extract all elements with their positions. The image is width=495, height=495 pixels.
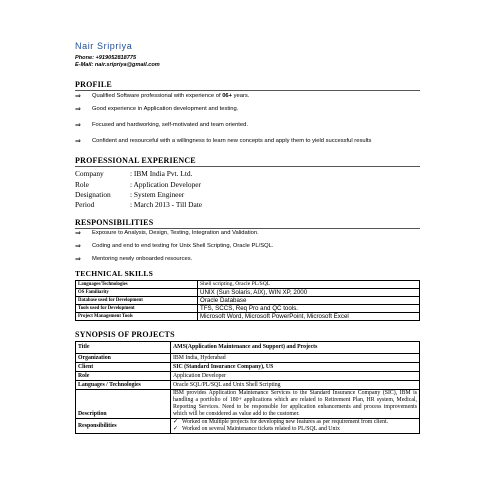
arrow-bullet-icon: ⇒ — [75, 106, 81, 113]
experience-value: : March 2013 - Till Date — [130, 200, 203, 209]
project-title: AMS(Application Maintenance and Support) and Projects — [171, 342, 420, 354]
skills-table — [75, 280, 420, 321]
skill-key: Languages/Technologies — [76, 281, 198, 289]
synopsis-table — [75, 341, 420, 434]
responsibilities-heading: RESPONSIBILITIES — [75, 218, 154, 227]
arrow-bullet-icon: ⇒ — [75, 122, 81, 129]
description-value: IBM provides Application Maintenance Services to the Standard Insurance Company (SIC), IBM is handling a portfolio of 180+ applications which are related to Retirement Plan, HR system, Medical, Reporting Services. Need to be responsible for application enhancements and process improvements which will be considered as value add to the customer. — [171, 390, 420, 419]
skill-value: TFS, SCCS, Req Pro and QC tools. — [198, 305, 420, 313]
profile-item-text: Good experience in Application development and testing. — [92, 106, 239, 112]
responsibility-text: Mentoring newly onboarded resources. — [92, 256, 193, 262]
experience-key: Role — [75, 180, 89, 189]
table-row — [76, 281, 420, 289]
skill-key: Project Management Tools — [76, 313, 198, 321]
table-row — [76, 363, 420, 372]
profile-divider — [75, 90, 420, 91]
table-row — [76, 313, 420, 321]
synopsis-key: Role — [76, 372, 171, 381]
phone-line: Phone: +919052818775 — [75, 55, 137, 61]
languages-value: Oracle SQL/PL/SQL and Unix Shell Scripting — [171, 381, 420, 390]
skill-key: OS Familiarity — [76, 289, 198, 297]
list-item — [173, 419, 417, 426]
table-row — [76, 342, 420, 354]
table-row — [76, 354, 420, 363]
skill-value: Microsoft Word, Microsoft PowerPoint, Microsoft Excel — [198, 313, 420, 321]
table-row — [76, 372, 420, 381]
table-row — [76, 419, 420, 434]
synopsis-heading: SYNOPSIS OF PROJECTS — [75, 330, 175, 339]
skill-key: Database used for Development — [76, 297, 198, 305]
skill-value: Oracle Database — [198, 297, 420, 305]
synopsis-key: Responsibilities — [76, 419, 171, 434]
role-value: Application Developer — [171, 372, 420, 381]
project-responsibility-text: Worked on several Maintenance tickets related to PL/SQL and Unix — [182, 426, 340, 432]
synopsis-key: Client — [76, 363, 171, 372]
arrow-bullet-icon: ⇒ — [75, 138, 81, 145]
profile-heading: PROFILE — [75, 80, 112, 89]
experience-key: Period — [75, 200, 95, 209]
profile-item-text-end: years. — [232, 93, 250, 99]
table-row — [76, 289, 420, 297]
email-line: E-Mail: nair.sripriya@gmail.com — [75, 62, 160, 68]
experience-value: : Application Developer — [130, 180, 202, 189]
organization-value: IBM India, Hyderabad — [171, 354, 420, 363]
synopsis-key: Title — [76, 342, 171, 354]
arrow-bullet-icon: ⇒ — [75, 256, 81, 263]
experience-value: : System Engineer — [130, 190, 185, 199]
table-row — [76, 390, 420, 419]
arrow-bullet-icon: ⇒ — [75, 230, 81, 237]
table-row — [76, 297, 420, 305]
skill-value: Shell scripting, Oracle PL/SQL — [198, 281, 420, 289]
candidate-name: Nair Sripriya — [75, 41, 133, 51]
arrow-bullet-icon: ⇒ — [75, 243, 81, 250]
checkmark-icon: ✓ — [173, 426, 179, 432]
skill-key: Tools used for Development — [76, 305, 198, 313]
table-row — [76, 305, 420, 313]
experience-years: 06+ — [222, 93, 233, 99]
client-value: SIC (Standard Insurance Company), US — [171, 363, 420, 372]
experience-key: Designation — [75, 190, 111, 199]
profile-item-text: Qualified Software professional with experience of — [92, 93, 223, 99]
arrow-bullet-icon: ⇒ — [75, 93, 81, 100]
skills-heading: TECHNICAL SKILLS — [75, 269, 154, 278]
synopsis-key: Organization — [76, 354, 171, 363]
experience-heading: PROFESSIONAL EXPERIENCE — [75, 156, 196, 165]
list-item — [173, 426, 417, 433]
checkmark-icon: ✓ — [173, 419, 179, 425]
experience-key: Company — [75, 169, 104, 178]
synopsis-key: Languages / Technologies — [76, 381, 171, 390]
responsibilities-divider — [75, 228, 420, 229]
profile-item-text: Confident and resourceful with a willingness to learn new concepts and apply them to yield successful results — [92, 138, 372, 144]
table-row — [76, 381, 420, 390]
profile-item-text: Focused and hardworking, self-motivated and team oriented. — [92, 122, 248, 128]
responsibility-text: Exposure to Analysis, Design, Testing, Integration and Validation. — [92, 230, 259, 236]
skill-value: UNIX (Sun Solaris, AIX), WIN XP, 2000 — [198, 289, 420, 297]
synopsis-key: Description — [76, 390, 171, 419]
responsibilities-value — [171, 419, 420, 434]
experience-value: : IBM India Pvt. Ltd. — [130, 169, 193, 178]
responsibility-text: Coding and end to end testing for Unix Shell Scripting, Oracle PL/SQL. — [92, 243, 274, 249]
experience-divider — [75, 166, 420, 167]
project-responsibility-text: Worked on Multiple projects for developing new features as per requirement from client. — [182, 419, 389, 425]
